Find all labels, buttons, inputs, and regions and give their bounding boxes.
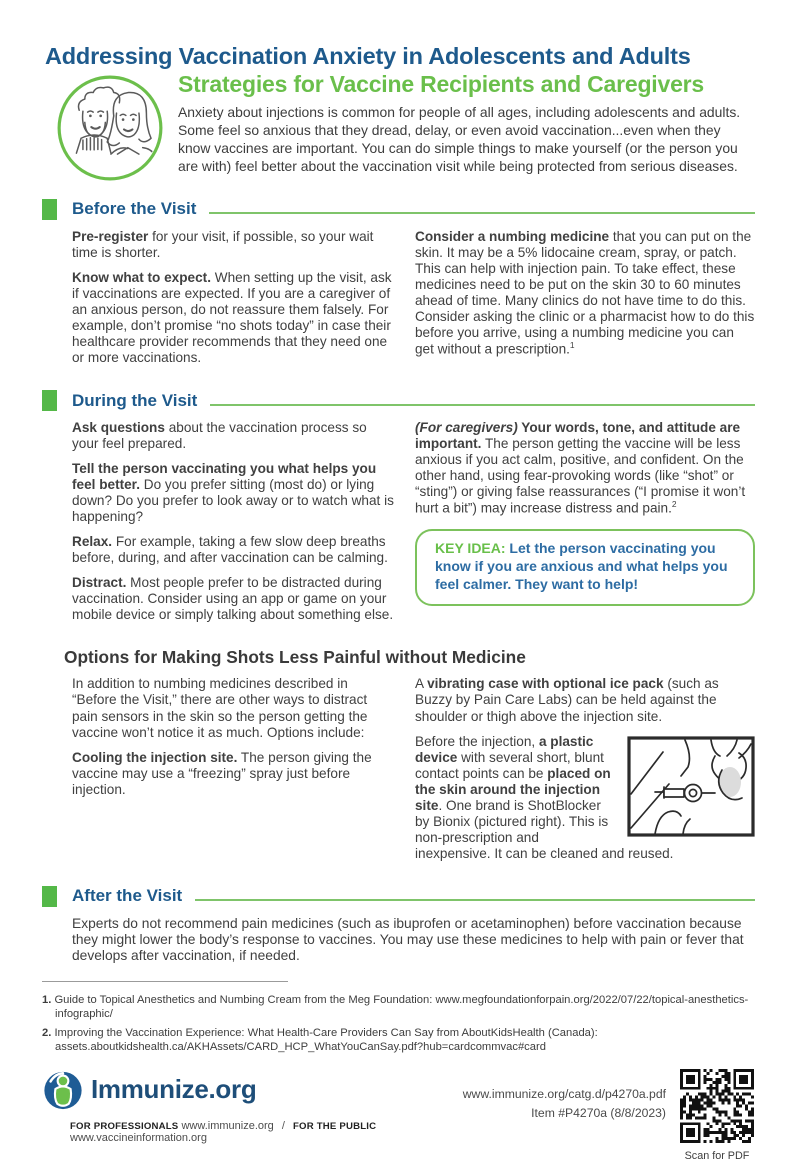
section-title: During the Visit — [72, 390, 198, 410]
shotblocker-paragraph-wrap — [415, 734, 755, 862]
intro-paragraph: Anxiety about injections is common for people of all ages, including adolescents and adults. Some feel so anxious that they dread, delay, or even avoid vaccination...even when they know vaccines are important. You can do simple things to make yourself (or the person you are with) feel better about the vaccination visit while being protected from serious diseases. — [178, 103, 741, 175]
paragraph-distract: Distract. Most people prefer to be distracted during vaccination. Consider using an app or game on your mobile device or simply talking about something else. — [72, 575, 394, 623]
header-row — [42, 72, 755, 184]
key-idea-label: KEY IDEA: — [435, 539, 506, 556]
key-idea-callout — [415, 529, 755, 606]
immunize-logo-text: Immunize.org — [91, 1074, 257, 1105]
footnote-text: Improving the Vaccination Experience: What Health-Care Providers Can Say from AboutKidsHealth (Canada): assets.aboutkidshealth.ca/AKHAssets/CARD_HCP_WhatYouCanSay.pdf?hub=cardcommvac#card — [54, 1026, 598, 1054]
page-footer — [42, 1069, 755, 1162]
paragraph-after-visit: Experts do not recommend pain medicines (such as ibuprofen or acetaminophen) before vaccination because they might lower the body’s response to vaccines. You may use these medicines to help with pain or fever that develops after vaccination, if needed. — [72, 915, 744, 964]
qr-code — [680, 1069, 754, 1143]
paragraph-cooling-site: Cooling the injection site. The person giving the vaccine may use a “freezing” spray just before injection. — [72, 749, 372, 797]
section-rule — [195, 899, 755, 901]
slash-separator: / — [281, 1119, 285, 1132]
section-title: After the Visit — [72, 886, 183, 906]
footnote-2: 2. Improving the Vaccination Experience: What Health-Care Providers Can Say from AboutKidsHealth (Canada): assets.aboutkidshealth.ca/AKHAssets/CARD_HCP_WhatYouCanSay.pdf?hub=cardcommvac#card — [42, 1026, 598, 1054]
green-square-bullet — [42, 886, 57, 907]
paragraph-tell-the-person: Tell the person vaccinating you what helps you feel better. Do you prefer sitting (most do) or lying down? Do you prefer to look away or to watch what is happening? — [72, 461, 394, 525]
options-heading: Options for Making Shots Less Painful without Medicine — [64, 647, 526, 668]
paragraph-vibrating-case: A vibrating case with optional ice pack (such as Buzzy by Pain Care Labs) can be held against the shoulder or thigh above the injection site. — [415, 676, 719, 724]
green-square-bullet — [42, 199, 57, 220]
item-number: Item #P4270a (8/8/2023) — [531, 1105, 666, 1120]
footnote-1: 1. Guide to Topical Anesthetics and Numbing Cream from the Meg Foundation: www.megfoundationforpain.org/2022/07/22/topical-anesthetics-infographic/ — [42, 993, 749, 1021]
section-heading-during — [42, 390, 755, 411]
qr-caption: Scan for PDF — [684, 1149, 750, 1162]
key-idea-text: Let the person vaccinating you know if you are anxious and what helps you feel calmer. They want to help! — [435, 539, 728, 592]
paragraph-pre-register: Pre-register for your visit, if possible, so your wait time is shorter. — [72, 228, 374, 260]
footer-links — [70, 1120, 463, 1144]
footnote-divider — [42, 981, 288, 982]
footnote-text: Guide to Topical Anesthetics and Numbing Cream from the Meg Foundation: www.megfoundationforpain.org/2022/07/22/topical-anesthetics-infographic/ — [54, 993, 749, 1021]
green-square-bullet — [42, 390, 57, 411]
options-columns — [72, 676, 755, 870]
paragraph-plastic-device: Before the injection, a plastic device with several short, blunt contact points can be placed on the skin around the injection site. One brand is ShotBlocker by Bionix (pictured right). This is non-prescription and inexpensive. It can be cleaned and reused. — [415, 733, 674, 861]
before-columns — [72, 229, 755, 375]
paragraph-know-what-to-expect: Know what to expect. When setting up the visit, ask if vaccinations are expected. If you are a caregiver of an anxious person, do not reassure them falsely. For example, don’t promise “no shots today” in case their healthcare provider recommends that they need one or more vaccinations. — [72, 269, 392, 366]
public-url[interactable]: www.vaccineinformation.org — [70, 1131, 207, 1144]
paragraph-relax: Relax. For example, taking a few slow deep breaths before, during, and after vaccination can be calming. — [72, 534, 388, 566]
page-subtitle: Strategies for Vaccine Recipients and Caregivers — [178, 70, 705, 97]
pdf-url[interactable]: www.immunize.org/catg.d/p4270a.pdf — [462, 1086, 666, 1101]
paragraph-ask-questions: Ask questions about the vaccination process so your feel prepared. — [72, 420, 367, 452]
paragraph-numbing-medicine: Consider a numbing medicine that you can put on the skin. It may be a 5% lidocaine cream, spray, or patch. This can help with injection pain. To take effect, these medicines need to be put on the skin 30 to 60 minutes ahead of time. Many clinics do not have time to do this. Consider asking the clinic or a pharmacist how to do this before you arrive, using a numbing medicine you can get without a prescription.$^1$ — [415, 228, 755, 357]
section-rule — [209, 212, 755, 214]
shotblocker-illustration — [627, 736, 755, 837]
immunize-logo — [42, 1069, 463, 1111]
two-people-icon — [54, 72, 166, 184]
paragraph-for-caregivers: (For caregivers) Your words, tone, and attitude are important. The person getting the vaccine will be less anxious if you act calm, positive, and confident. On the other hand, using fear-provoking words (like “shot” or “sting”) or giving false reassurances (“I promise it won’t hurt a bit”) may increase distress and pain.$^2$ — [415, 420, 746, 516]
immunize-logo-icon — [42, 1069, 84, 1111]
page-title: Addressing Vaccination Anxiety in Adolescents and Adults — [45, 43, 691, 69]
section-title: Before the Visit — [72, 199, 197, 219]
for-the-public-label: FOR THE PUBLIC — [292, 1120, 377, 1132]
during-columns — [72, 420, 755, 632]
qr-block — [679, 1069, 755, 1162]
paragraph-options-intro: In addition to numbing medicines described in “Before the Visit,” there are other ways to distract pain sensors in the skin so the person getting the vaccine won’t notice it as much. Options include: — [72, 676, 368, 740]
for-professionals-label: FOR PROFESSIONALS — [70, 1120, 179, 1132]
section-heading-before — [42, 199, 755, 220]
section-heading-after — [42, 886, 755, 907]
section-rule — [210, 404, 755, 406]
professionals-url[interactable]: www.immunize.org — [181, 1119, 274, 1132]
footer-right — [463, 1085, 666, 1123]
